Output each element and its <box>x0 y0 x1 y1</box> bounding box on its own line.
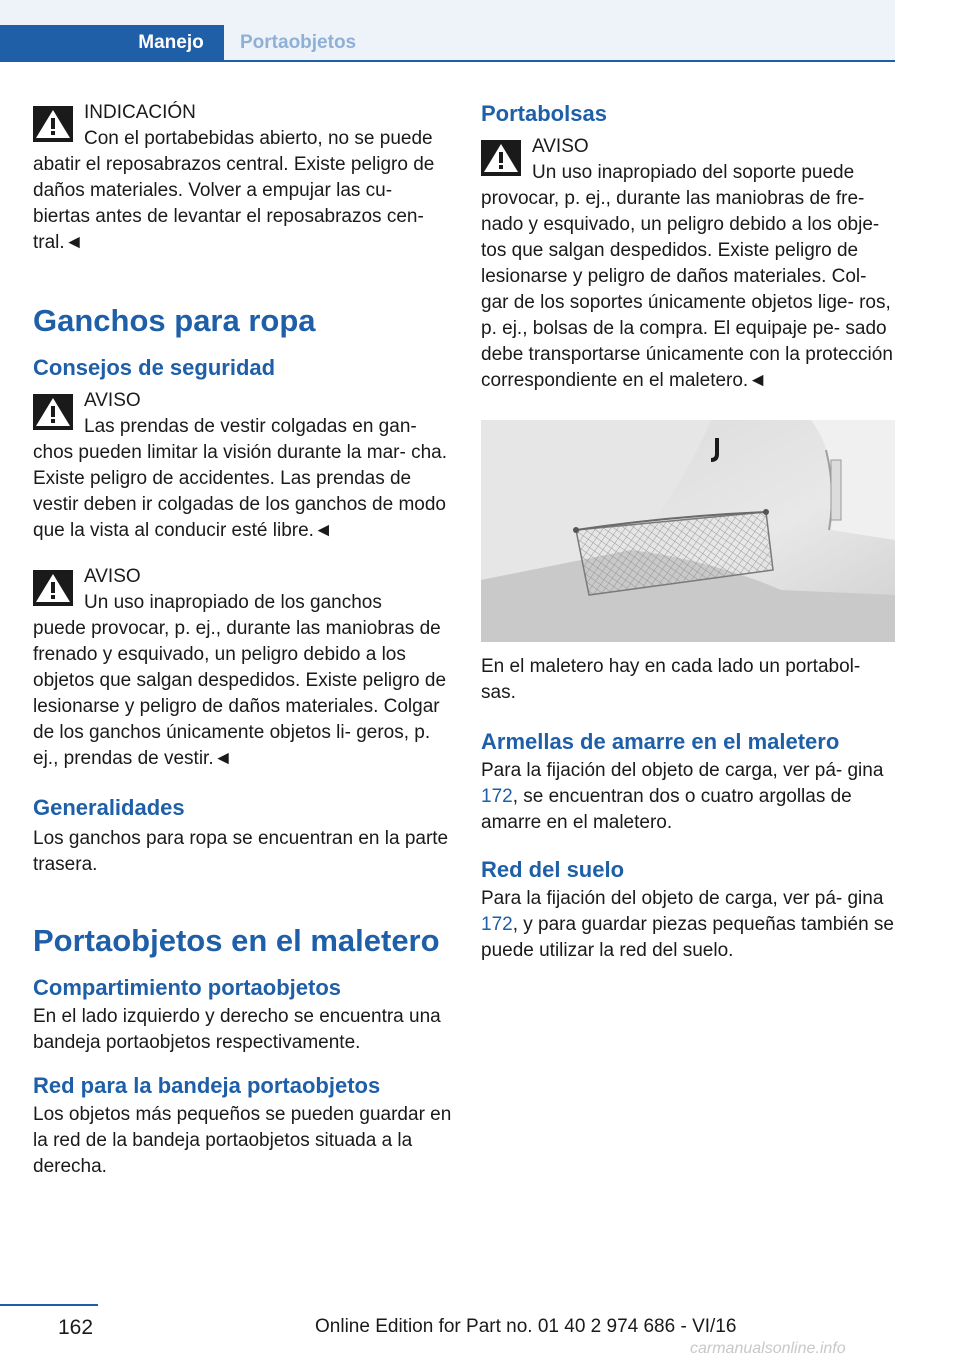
page-number: 162 <box>58 1316 94 1339</box>
right-column <box>481 100 897 964</box>
heading-consejos: Consejos de seguridad <box>33 355 276 380</box>
warning-body: provocar, p. ej., durante las maniobras de fre‐ nado y esquivado, un peligro debido a los obje‐ tos que salgan despedidos. Existe peligro de lesionarse y peligro de daños materiales. Col‐ gar de los soportes únicamente objetos lige‐ ros, p. ej., bolsas de la compra. El equipaje pe‐ sado debe transportarse únicamente con la protección correspondiente en el maletero.◄ <box>481 188 893 391</box>
warning-icon <box>33 106 73 142</box>
warning-icon <box>33 570 73 606</box>
warning-title: AVISO <box>84 390 141 411</box>
armellas-text-post: , se encuentran dos o cuatro argollas de amarre en el maletero. <box>481 786 852 833</box>
warning-ganchos-uso <box>33 564 453 772</box>
watermark: carmanualsonline.info <box>690 1340 846 1357</box>
tab-portaobjetos[interactable]: Portaobjetos <box>240 31 357 53</box>
generalidades-body: Los ganchos para ropa se encuentran en la parte trasera. <box>33 828 449 875</box>
warning-icon <box>481 140 521 176</box>
tab-manejo[interactable]: Manejo <box>118 25 224 60</box>
page-link-172[interactable]: 172 <box>481 786 513 807</box>
warning-ganchos-vision <box>33 388 453 544</box>
header-accent-block <box>0 25 118 60</box>
header-tabbar <box>0 0 895 62</box>
heading-ganchos: Ganchos para ropa <box>33 303 316 338</box>
warning-first-line: Un uso inapropiado del soporte puede <box>532 162 855 183</box>
footer-rule <box>0 1304 98 1306</box>
warning-portabolsas <box>481 134 897 394</box>
armellas-text-pre: Para la fijación del objeto de carga, ver pá‐ gina <box>481 760 884 781</box>
warning-title: AVISO <box>84 566 141 587</box>
note-body: abatir el reposabrazos central. Existe peligro de daños materiales. Volver a empujar las cu‐ biertas antes de levantar el reposabrazos cen‐ tral.◄ <box>33 154 435 253</box>
header-underline <box>0 60 895 62</box>
warning-icon <box>33 394 73 430</box>
left-column <box>33 100 453 1180</box>
note-first-line: Con el portabebidas abierto, no se puede <box>84 128 433 149</box>
heading-generalidades: Generalidades <box>33 795 185 820</box>
red-suelo-text-pre: Para la fijación del objeto de carga, ver pá‐ gina <box>481 888 884 909</box>
warning-first-line: Un uso inapropiado de los ganchos <box>84 592 382 613</box>
portabolsas-body: En el maletero hay en cada lado un portabol‐ sas. <box>481 656 861 703</box>
page-link-172[interactable]: 172 <box>481 914 513 935</box>
heading-red-suelo: Red del suelo <box>481 857 625 882</box>
warning-body: chos pueden limitar la visión durante la mar‐ cha. Existe peligro de accidentes. Las prendas de vestir deben ir colgadas de los ganchos de modo que la vista al conducir esté libre.◄ <box>33 442 447 541</box>
heading-armellas: Armellas de amarre en el maletero <box>481 729 840 754</box>
warning-first-line: Las prendas de vestir colgadas en gan‐ <box>84 416 417 437</box>
note-title: INDICACIÓN <box>84 102 196 123</box>
heading-portabolsas: Portabolsas <box>481 101 607 126</box>
heading-compartimiento: Compartimiento portaobjetos <box>33 975 342 1000</box>
heading-red-bandeja: Red para la bandeja portaobjetos <box>33 1073 381 1098</box>
warning-body: puede provocar, p. ej., durante las maniobras de frenado y esquivado, un peligro debido a los objetos que salgan despedidos. Existe peligro de lesionarse y peligro de daños materiales. Colgar de los ganchos únicamente objetos li‐ geros, p. ej., prendas de vestir.◄ <box>33 618 447 769</box>
edition-label: Online Edition for Part no. 01 40 2 974 686 - VI/16 <box>315 1316 737 1337</box>
heading-portaobjetos-maletero: Portaobjetos en el maletero <box>33 923 440 958</box>
red-suelo-body <box>481 886 897 964</box>
red-suelo-text-post: , y para guardar piezas pequeñas también se puede utilizar la red del suelo. <box>481 914 895 961</box>
warning-title: AVISO <box>532 136 589 157</box>
compartimiento-body: En el lado izquierdo y derecho se encuentra una bandeja portaobjetos respectivamente. <box>33 1006 441 1053</box>
armellas-body <box>481 758 897 836</box>
trunk-bag-holder-photo <box>481 420 895 642</box>
red-bandeja-body: Los objetos más pequeños se pueden guardar en la red de la bandeja portaobjetos situada a la derecha. <box>33 1104 452 1177</box>
note-indicacion <box>33 100 453 256</box>
